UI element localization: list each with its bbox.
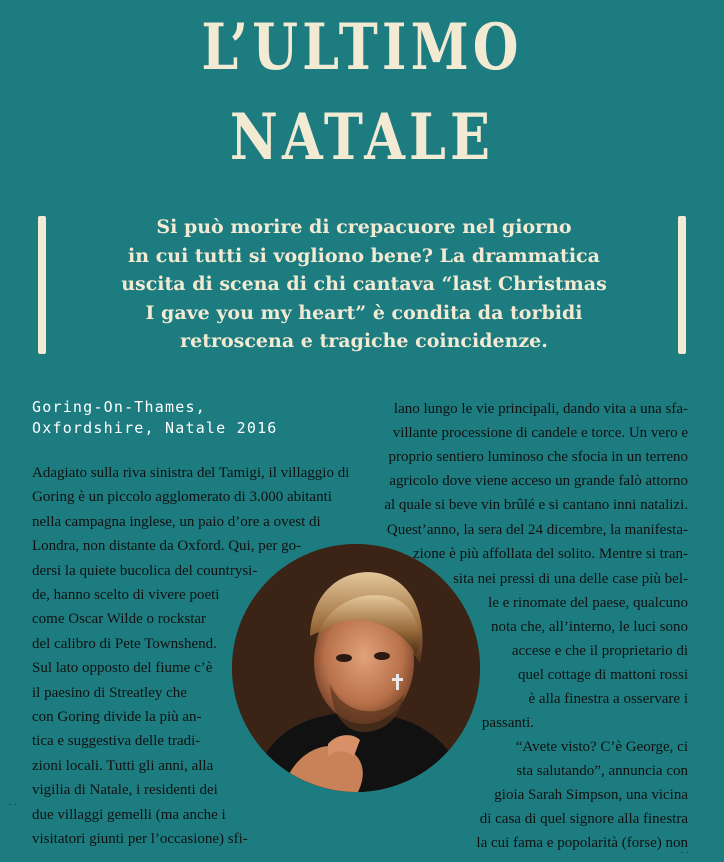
body-line: Adagiato sulla riva sinistra del Tamigi, il villaggio di [32,465,350,481]
body-line: tica e suggestiva delle tradi- [32,733,201,750]
body-line: nella campagna inglese, un paio d’ore a ovest di [32,513,321,530]
body-line: “Avete visto? C’è George, ci [515,739,688,755]
body-line: le e rinomate del paese, qualcuno [488,595,688,611]
decorative-dots: · · [680,848,690,859]
lede-paragraph [86,213,642,356]
body-line: vigilia di Natale, i residenti dei [32,782,218,799]
body-line: proprio sentiero luminoso che sfocia in un terreno [388,449,688,465]
body-line: due villaggi gemelli (ma anche i [32,806,226,823]
body-line: lano lungo le vie principali, dando vita a una sfa- [393,401,688,417]
lede-left-bar [38,216,46,354]
lede-line: retroscena e tragiche coincidenze. [180,330,548,352]
body-line: de, hanno scelto di vivere poeti [32,587,220,604]
body-line: villante processione di candele e torce. Un vero e [392,425,688,441]
lede-line: in cui tutti si vogliono bene? La drammatica [128,244,600,267]
body-line: di casa di quel signore alla finestra [479,811,688,827]
dateline-line: Oxfordshire, Natale 2016 [32,419,278,437]
body-line: nota che, all’interno, le luci sono [490,619,688,635]
body-line: Quest’anno, la sera del 24 dicembre, la manifesta- [386,522,688,538]
body-line: passanti. [481,715,534,731]
body-line: la cui fama e popolarità (forse) non [476,835,688,851]
portrait-illustration [232,544,480,792]
dateline [32,397,278,439]
body-line: il paesino di Streatley che [32,684,187,701]
lede-line: I gave you my heart” è condita da torbidi [145,301,583,324]
body-line: dersi la quiete bucolica del countrysi- [32,562,258,579]
body-line: accese e che il proprietario di [511,643,688,659]
body-line: zione è più affollata del solito. Mentre si tran- [412,546,688,562]
body-line: Goring è un piccolo agglomerato di 3.000 abitanti [32,489,332,506]
body-line: come Oscar Wilde o rockstar [32,611,207,628]
body-line: è alla finestra a osservare i [528,691,688,707]
lede-line: Si può morire di crepacuore nel giorno [156,216,572,238]
lede-line: uscita di scena di chi cantava “last Christmas [121,273,607,295]
headline-line-1: L’ULTIMO [201,10,523,85]
body-line: agricolo dove viene acceso un grande falò attorno [389,473,688,489]
portrait-photo [232,544,480,792]
body-line: zioni locali. Tutti gli anni, alla [32,757,214,774]
body-line: sita nei pressi di una delle case più bel- [453,571,688,587]
body-line: Londra, non distante da Oxford. Qui, per go- [32,538,302,555]
body-line: del calibro di Pete Townshend. [32,635,217,652]
body-line: quel cottage di mattoni rossi [518,667,688,683]
headline-line-2: NATALE [229,100,495,175]
body-line: sta salutando”, annuncia con [516,763,688,779]
dateline-line: Goring-On-Thames, [32,398,206,416]
lede-right-bar [678,216,686,354]
body-line: gioia Sarah Simpson, una vicina [494,787,688,803]
body-line: con Goring divide la più an- [32,709,202,726]
body-line: Sul lato opposto del fiume c’è [32,660,213,677]
body-line: al quale si beve vin brûlé e si cantano inni natalizi. [384,497,688,513]
body-line: visitatori giunti per l’occasione) sfi- [32,831,248,848]
decorative-dots: · · [8,800,18,811]
